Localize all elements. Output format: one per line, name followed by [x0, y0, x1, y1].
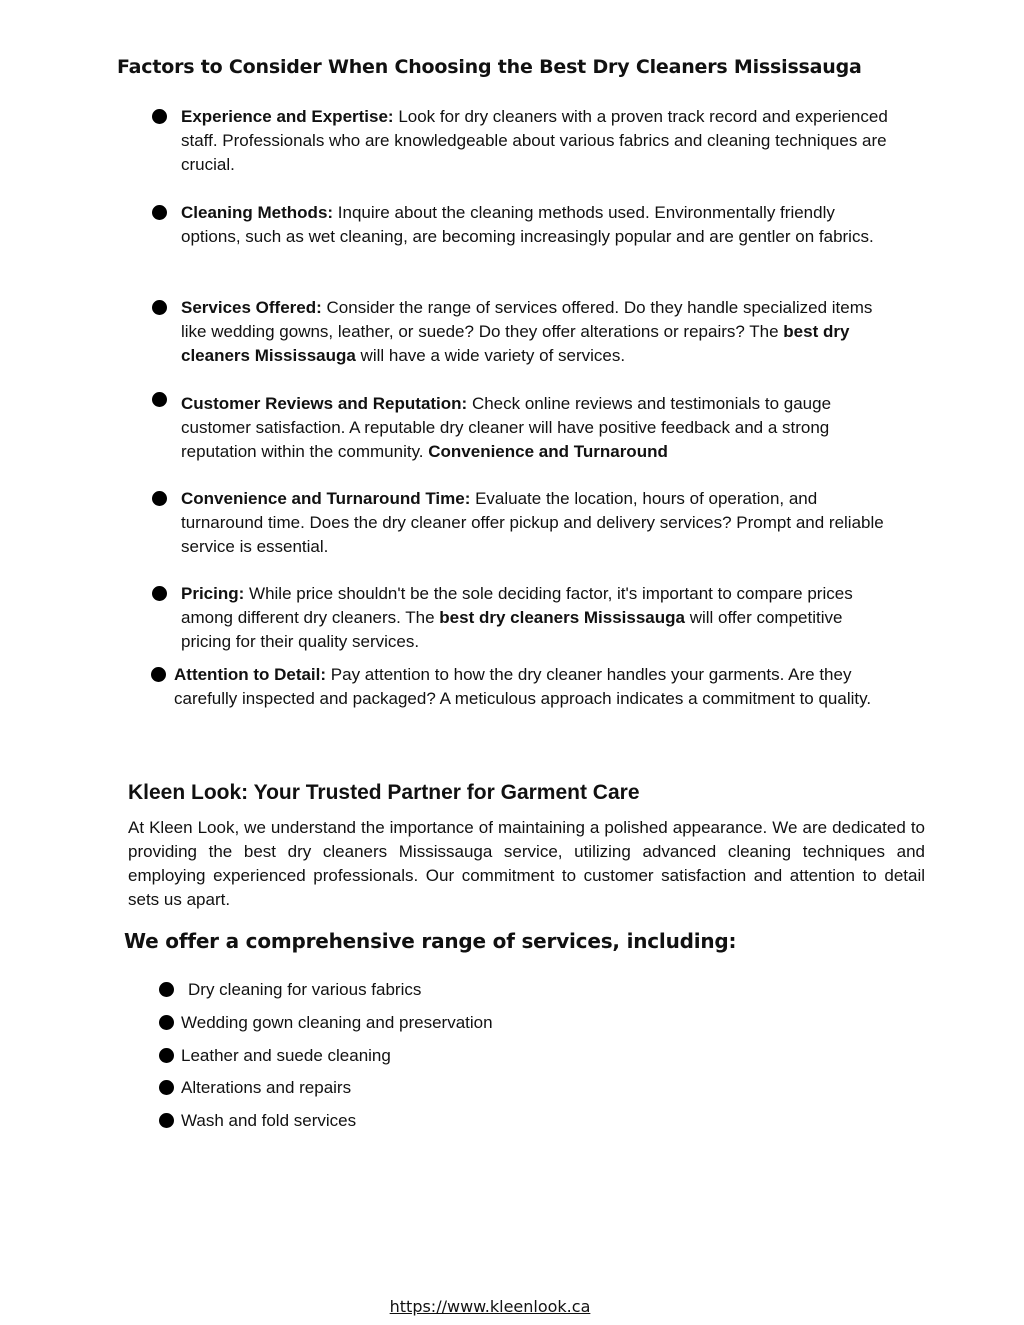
factor-item-cleaning-methods: [150, 201, 895, 249]
service-label: Alterations and repairs: [181, 1078, 352, 1097]
factor-title: Cleaning Methods:: [181, 203, 334, 222]
bullet-icon: [152, 300, 167, 315]
section-heading-partner: Kleen Look: Your Trusted Partner for Garment Care: [128, 781, 640, 804]
factor-text: [181, 582, 895, 654]
factor-body: Evaluate the location, hours of operation, and turnaround time. Does the dry cleaner offer pickup and delivery services? Prompt and reliable service is essential.: [181, 489, 884, 556]
bullet-icon: [159, 1048, 174, 1063]
section-heading-services: We offer a comprehensive range of services, including:: [124, 929, 737, 953]
factor-title: Services Offered:: [181, 298, 322, 317]
factor-body-end: will have a wide variety of services.: [355, 346, 626, 365]
service-list-item: [158, 979, 421, 1001]
factor-text: [174, 663, 895, 711]
factor-title: Customer Reviews and Reputation:: [181, 394, 468, 413]
bullet-icon: [152, 491, 167, 506]
bullet-icon: [159, 1113, 174, 1128]
bullet-icon: [159, 982, 174, 997]
bullet-icon: [151, 667, 166, 682]
service-label: Wash and fold services: [181, 1111, 357, 1130]
factor-text: [181, 392, 895, 464]
factor-body-end: will offer competitive pricing for their quality services.: [181, 608, 843, 651]
service-label: Leather and suede cleaning: [181, 1046, 391, 1065]
factor-body: Look for dry cleaners with a proven track record and experienced staff. Professionals who are knowledgeable about various fabrics and cleaning techniques are crucial.: [181, 107, 888, 174]
factor-body: Check online reviews and testimonials to gauge customer satisfaction. A reputable dry cleaner will have positive feedback and a strong reputation within the community.: [181, 394, 832, 461]
partner-paragraph: At Kleen Look, we understand the importance of maintaining a polished appearance. We are dedicated to providing the best dry cleaners Mississauga service, utilizing advanced cleaning techniques and employing experienced professionals. Our commitment to customer satisfaction and attention to detail sets us apart.: [128, 818, 925, 909]
bullet-icon: [159, 1080, 174, 1095]
factor-body: While price shouldn't be the sole deciding factor, it's important to compare prices among different dry cleaners. The: [181, 584, 853, 627]
factor-item-customer-reviews: [150, 392, 895, 464]
factor-keyword: best dry cleaners Mississauga: [181, 322, 850, 365]
factor-item-experience: [150, 105, 895, 177]
website-link[interactable]: https://www.kleenlook.ca: [389, 1297, 591, 1316]
factor-trailing-bold: Convenience and Turnaround: [428, 442, 668, 461]
bullet-icon: [152, 392, 167, 407]
factor-title: Pricing:: [181, 584, 245, 603]
factor-title: Attention to Detail:: [174, 665, 327, 684]
factor-body: Inquire about the cleaning methods used. Environmentally friendly options, such as wet cleaning, are becoming increasingly popular and are gentler on fabrics.: [181, 203, 874, 246]
service-list-item: [158, 1110, 356, 1132]
service-label: Wedding gown cleaning and preservation: [181, 1013, 493, 1032]
factor-text: [181, 201, 895, 249]
bullet-icon: [152, 205, 167, 220]
factor-title: Convenience and Turnaround Time:: [181, 489, 471, 508]
bullet-icon: [159, 1015, 174, 1030]
service-list-item: [158, 1045, 391, 1067]
factor-body: Consider the range of services offered. Do they handle specialized items like wedding gowns, leather, or suede? Do they offer alterations or repairs? The: [181, 298, 873, 341]
factor-body: Pay attention to how the dry cleaner handles your garments. Are they carefully inspected and packaged? A meticulous approach indicates a commitment to quality.: [174, 665, 872, 708]
factor-keyword: best dry cleaners Mississauga: [439, 608, 685, 627]
bullet-icon: [152, 586, 167, 601]
service-list-item: [158, 1077, 351, 1099]
footer: [0, 1297, 980, 1316]
page-title: Factors to Consider When Choosing the Best Dry Cleaners Mississauga: [117, 56, 862, 78]
factor-item-attention-to-detail: [150, 663, 895, 711]
factor-text: [181, 105, 895, 177]
factor-item-pricing: [150, 582, 895, 654]
factor-text: [181, 487, 895, 559]
service-list-item: [158, 1012, 493, 1034]
factor-item-convenience: [150, 487, 895, 559]
factor-title: Experience and Expertise:: [181, 107, 394, 126]
factor-item-services-offered: [150, 296, 895, 368]
factor-text: [181, 296, 895, 368]
bullet-icon: [152, 109, 167, 124]
service-label: Dry cleaning for various fabrics: [188, 980, 422, 999]
